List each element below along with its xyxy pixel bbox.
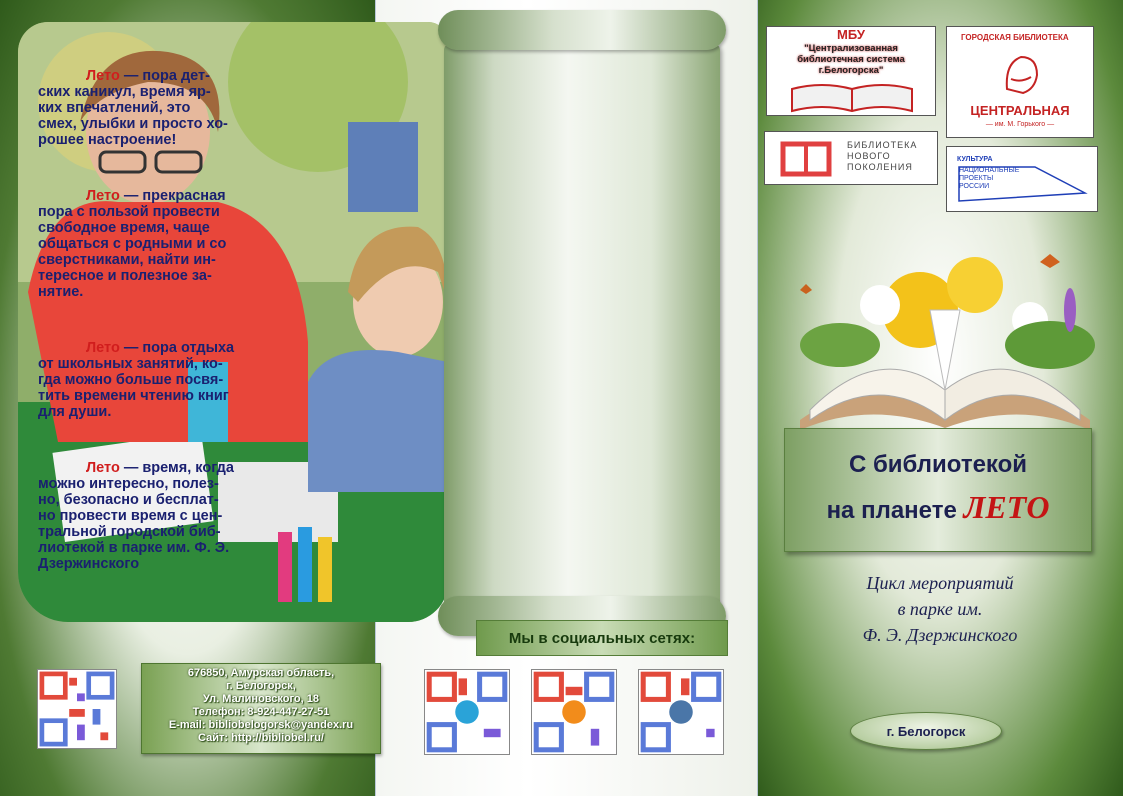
line: пора с пользой провести xyxy=(38,204,220,220)
line: рошее настроение! xyxy=(38,132,177,148)
line: — время, когда xyxy=(123,460,234,476)
line: сверстниками, найти ин- xyxy=(38,252,216,268)
line: тересное и полезное за- xyxy=(38,268,212,284)
logo-new-generation-library xyxy=(764,131,938,185)
line: — прекрасная xyxy=(123,188,226,204)
gorky-sub-text: — им. М. Горького — xyxy=(985,121,1055,128)
contact-site[interactable]: Сайт: http://bibliobel.ru/ xyxy=(198,732,324,744)
bnp-text: БИБЛИОТЕКА НОВОГО ПОКОЛЕНИЯ xyxy=(847,140,918,172)
fold-line xyxy=(757,0,758,796)
city-badge: г. Белогорск xyxy=(850,712,1002,750)
cover-title-box xyxy=(784,428,1092,552)
cover-title-line2 xyxy=(785,489,1091,526)
butterfly-icon xyxy=(1040,254,1060,268)
book-icon xyxy=(787,81,917,115)
keyword-leto: Лето xyxy=(86,68,120,84)
logo-national-projects xyxy=(946,146,1098,212)
qr-code-site[interactable] xyxy=(37,669,117,749)
line: — пора отдыха xyxy=(123,340,235,356)
scroll-top-roll xyxy=(438,10,726,50)
gorky-main-text: ЦЕНТРАЛЬНАЯ xyxy=(970,103,1070,118)
cycle-line: Цикл мероприятий xyxy=(866,573,1014,593)
line: для души. xyxy=(38,404,112,420)
cycle-subtitle xyxy=(790,570,1090,648)
cover-title-line1: С библиотекой xyxy=(848,451,1028,478)
paragraph-3 xyxy=(38,340,270,420)
line: можно интересно, полез- xyxy=(38,476,219,492)
line: тить времени чтению книг xyxy=(38,388,229,404)
mbu-title: МБУ xyxy=(837,27,865,42)
qr-code-odnoklassniki[interactable] xyxy=(531,669,617,755)
line: Дзержинского xyxy=(38,556,140,572)
gorky-arc-text: ГОРОДСКАЯ БИБЛИОТЕКА xyxy=(961,33,1069,42)
text-scroll xyxy=(434,10,730,638)
line: ских каникул, время яр- xyxy=(38,84,211,100)
line: от школьных занятий, ко- xyxy=(38,356,223,372)
line: смех, улыбки и просто хо- xyxy=(38,116,228,132)
logo-mbu xyxy=(766,26,936,116)
line: но провести время с цен- xyxy=(38,508,223,524)
qr-code-vk[interactable] xyxy=(638,669,724,755)
contact-line: Ул. Малиновского, 18 xyxy=(203,693,319,705)
line: свободное время, чаще xyxy=(38,220,210,236)
mbu-text: "Централизованная библиотечная система г.Белогорска" xyxy=(797,43,905,76)
paragraph-4 xyxy=(38,460,270,572)
contact-box xyxy=(141,663,381,754)
butterfly-icon xyxy=(800,284,812,294)
contact-line: 676850, Амурская область, xyxy=(187,667,335,679)
paragraph-1 xyxy=(38,68,270,148)
national-projects-text: НАЦИОНАЛЬНЫЕ ПРОЕКТЫ РОССИИ xyxy=(959,167,1020,190)
contact-line: г. Белогорск, xyxy=(226,680,296,692)
kultura-text: КУЛЬТУРА xyxy=(957,156,993,163)
book-flowers-illustration xyxy=(780,250,1110,440)
keyword-leto: Лето xyxy=(86,340,120,356)
cover-title-highlight: ЛЕТО xyxy=(963,489,1050,525)
line: лиотекой в парке им. Ф. Э. xyxy=(38,540,230,556)
line: нятие. xyxy=(38,284,84,300)
line: ких впечатлений, это xyxy=(38,100,191,116)
odnoklassniki-icon xyxy=(562,700,586,724)
line: но, безопасно и бесплат- xyxy=(38,492,219,508)
contact-phone: Телефон: 8-924-447-27-51 xyxy=(192,706,330,718)
line: общаться с родными и со xyxy=(38,236,227,252)
open-book-icon xyxy=(779,140,833,178)
keyword-leto: Лето xyxy=(86,188,120,204)
line: тральной городской биб- xyxy=(38,524,221,540)
line: — пора дет- xyxy=(123,68,210,84)
scroll-body xyxy=(444,44,720,616)
qr-code-telegram[interactable] xyxy=(424,669,510,755)
social-title: Мы в социальных сетях: xyxy=(476,620,728,656)
paragraph-2 xyxy=(38,188,270,300)
keyword-leto: Лето xyxy=(86,460,120,476)
contact-email[interactable]: E-mail: bibliobelogorsk@yandex.ru xyxy=(168,719,354,731)
line: гда можно больше посвя- xyxy=(38,372,224,388)
logo-gorky-library xyxy=(946,26,1094,138)
cycle-line: Ф. Э. Дзержинского xyxy=(862,625,1018,645)
vk-icon xyxy=(669,700,693,724)
cycle-line: в парке им. xyxy=(897,599,983,619)
telegram-icon xyxy=(455,700,479,724)
national-projects-icon xyxy=(955,153,1091,207)
cover-title-prefix: на планете xyxy=(826,497,957,524)
gorky-portrait-icon xyxy=(999,49,1043,97)
